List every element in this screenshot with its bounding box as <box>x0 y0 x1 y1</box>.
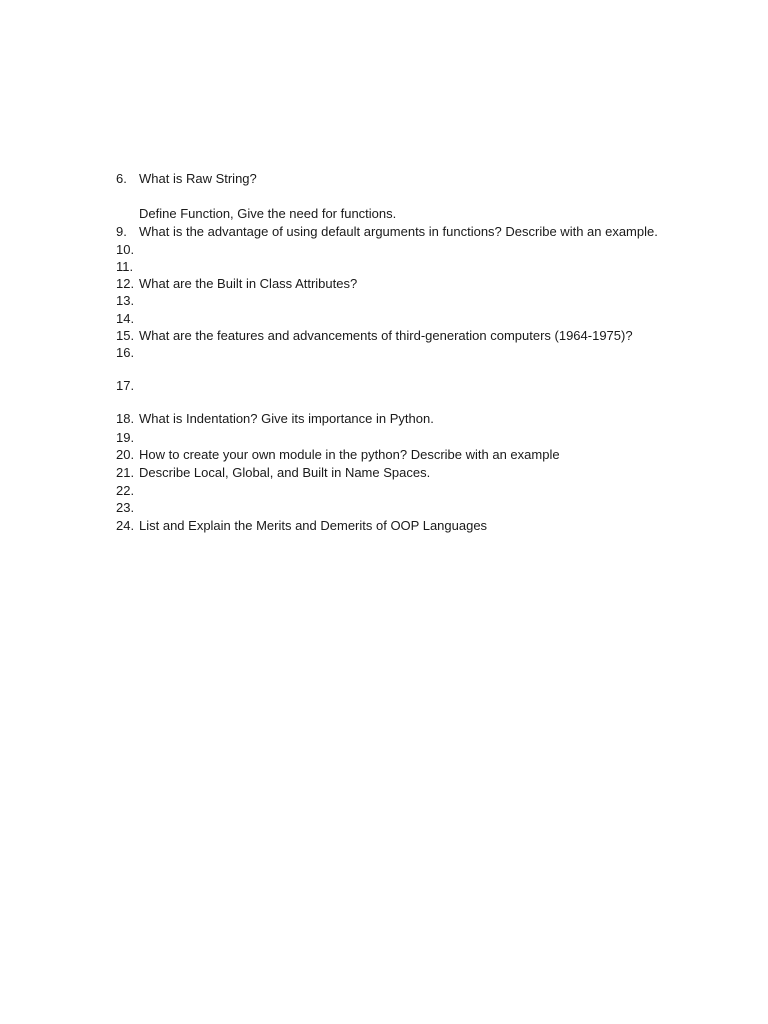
item-text: What is Indentation? Give its importance in Python. <box>139 411 434 426</box>
item-number: 23. <box>116 500 135 515</box>
item-number: 19. <box>116 430 135 445</box>
item-number: 21. <box>116 465 135 480</box>
item-number: 17. <box>116 378 135 393</box>
item-number: 14. <box>116 311 135 326</box>
item-text: How to create your own module in the python? Describe with an example <box>139 447 560 462</box>
item-text: What is Raw String? <box>139 171 257 186</box>
item-number: 13. <box>116 293 135 308</box>
item-text: Describe Local, Global, and Built in Name Spaces. <box>139 465 431 480</box>
item-text: Define Function, Give the need for functions. <box>139 206 397 221</box>
item-text: What are the features and advancements of third-generation computers (1964-1975)? <box>139 328 633 343</box>
item-number: 10. <box>116 242 135 257</box>
item-number: 18. <box>116 411 135 426</box>
item-number: 6. <box>116 171 127 186</box>
item-number: 24. <box>116 518 135 533</box>
item-number: 11. <box>116 259 134 274</box>
item-number: 16. <box>116 345 135 360</box>
item-text: List and Explain the Merits and Demerits of OOP Languages <box>139 518 488 533</box>
item-number: 22. <box>116 483 135 498</box>
item-text: What is the advantage of using default arguments in functions? Describe with an example. <box>139 224 658 239</box>
item-number: 9. <box>116 224 127 239</box>
item-number: 12. <box>116 276 135 291</box>
item-text: What are the Built in Class Attributes? <box>139 276 358 291</box>
item-number: 20. <box>116 447 135 462</box>
item-number: 15. <box>116 328 135 343</box>
